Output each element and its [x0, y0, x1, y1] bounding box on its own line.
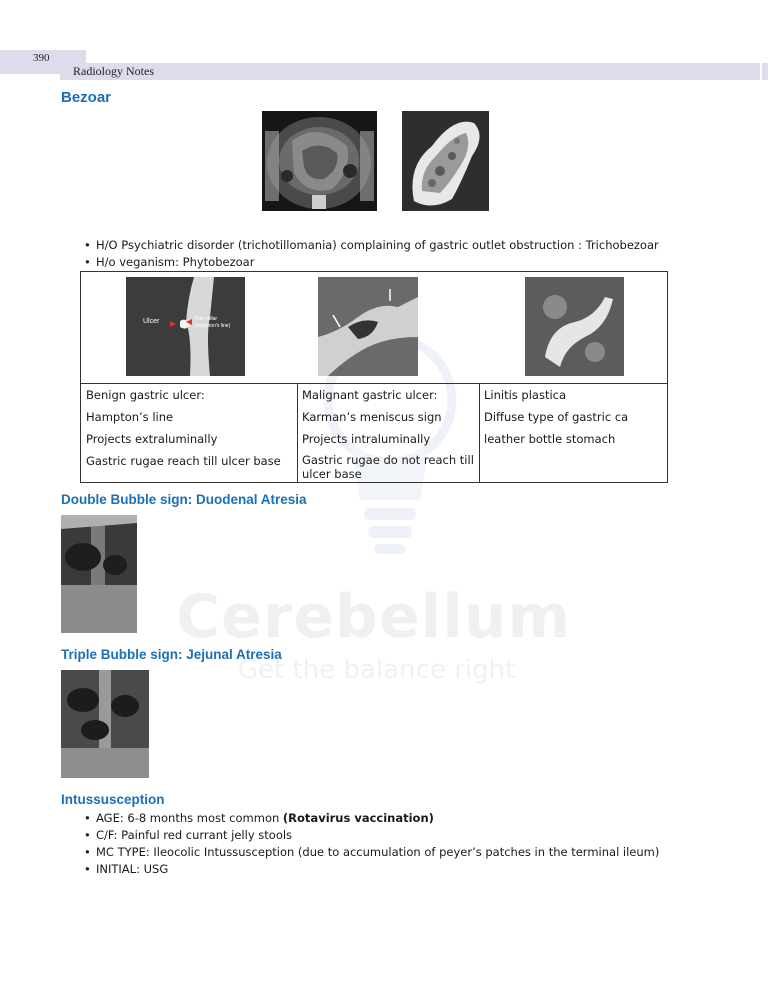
table-divider — [297, 383, 298, 482]
watermark-brand: Cerebellum — [176, 582, 572, 652]
ulcer-comparison-table — [80, 271, 668, 483]
table-cell: Projects intraluminally — [302, 432, 431, 446]
table-cell: leather bottle stomach — [484, 432, 616, 446]
table-cell: Gastric rugae reach till ulcer base — [86, 454, 281, 468]
bezoar-ct-image — [262, 111, 377, 211]
bezoar-barium-image — [402, 111, 489, 211]
benign-ulcer-column — [86, 384, 294, 472]
bullet-text: H/O Psychiatric disorder (trichotillomania) complaining of gastric outlet obstruction : Trichobezoar — [96, 238, 659, 252]
running-title: Radiology Notes — [73, 64, 154, 78]
intussusception-heading: Intussusception — [61, 792, 165, 807]
list-item: • H/o veganism: Phytobezoar — [84, 255, 255, 269]
table-cell: Karman’s meniscus sign — [302, 410, 442, 424]
table-cell: Benign gastric ulcer: — [86, 388, 205, 402]
list-item: • H/O Psychiatric disorder (trichotillomania) complaining of gastric outlet obstruction : Trichobezoar — [84, 238, 659, 252]
list-item: • MC TYPE: Ileocolic Intussusception (due to accumulation of peyer’s patches in the terminal ileum) — [84, 845, 660, 859]
table-cell: Hampton’s line — [86, 410, 174, 424]
ulcer-label: Ulcer — [143, 318, 160, 325]
malignant-ulcer-image — [318, 277, 418, 376]
bullet-text: MC TYPE: Ileocolic Intussusception (due to accumulation of peyer’s patches in the terminal ileum) — [96, 845, 660, 859]
table-cell: Projects extraluminally — [86, 432, 218, 446]
table-divider — [479, 383, 480, 482]
bullet-text: C/F: Painful red currant jelly stools — [96, 828, 293, 842]
bezoar-bullet-list — [84, 237, 659, 271]
bullet-text: AGE: 6-8 months most common — [96, 811, 283, 825]
bezoar-heading: Bezoar — [61, 89, 112, 106]
page-number: 390 — [33, 52, 50, 64]
malignant-ulcer-column — [302, 384, 478, 481]
table-cell: Linitis plastica — [484, 388, 567, 402]
bullet-emphasis: (Rotavirus vaccination) — [282, 811, 434, 825]
hamptons-line-label: Thin collar (Hampton's line) — [194, 316, 231, 329]
list-item: • INITIAL: USG — [84, 862, 169, 876]
linitis-plastica-column — [484, 384, 664, 450]
double-bubble-heading: Double Bubble sign: Duodenal Atresia — [61, 492, 307, 507]
linitis-plastica-image — [525, 277, 624, 376]
table-cell: Diffuse type of gastric ca — [484, 410, 629, 424]
list-item: • AGE: 6-8 months most common (Rotavirus vaccination) — [84, 811, 434, 825]
intussusception-bullet-list — [84, 810, 659, 878]
double-bubble-xray-image — [61, 515, 137, 633]
list-item: • C/F: Painful red currant jelly stools — [84, 828, 293, 842]
table-image-row — [81, 272, 667, 384]
bullet-text: INITIAL: USG — [96, 862, 169, 876]
bullet-text: H/o veganism: Phytobezoar — [96, 255, 255, 269]
watermark-tagline: Get the balance right — [238, 655, 516, 685]
table-cell: Malignant gastric ulcer: — [302, 388, 438, 402]
triple-bubble-xray-image — [61, 670, 149, 778]
header-edge-tab — [762, 63, 768, 80]
table-cell: Gastric rugae do not reach till ulcer base — [302, 453, 474, 481]
benign-ulcer-image — [126, 277, 245, 376]
triple-bubble-heading: Triple Bubble sign: Jejunal Atresia — [61, 647, 282, 662]
header-bar — [60, 63, 760, 80]
